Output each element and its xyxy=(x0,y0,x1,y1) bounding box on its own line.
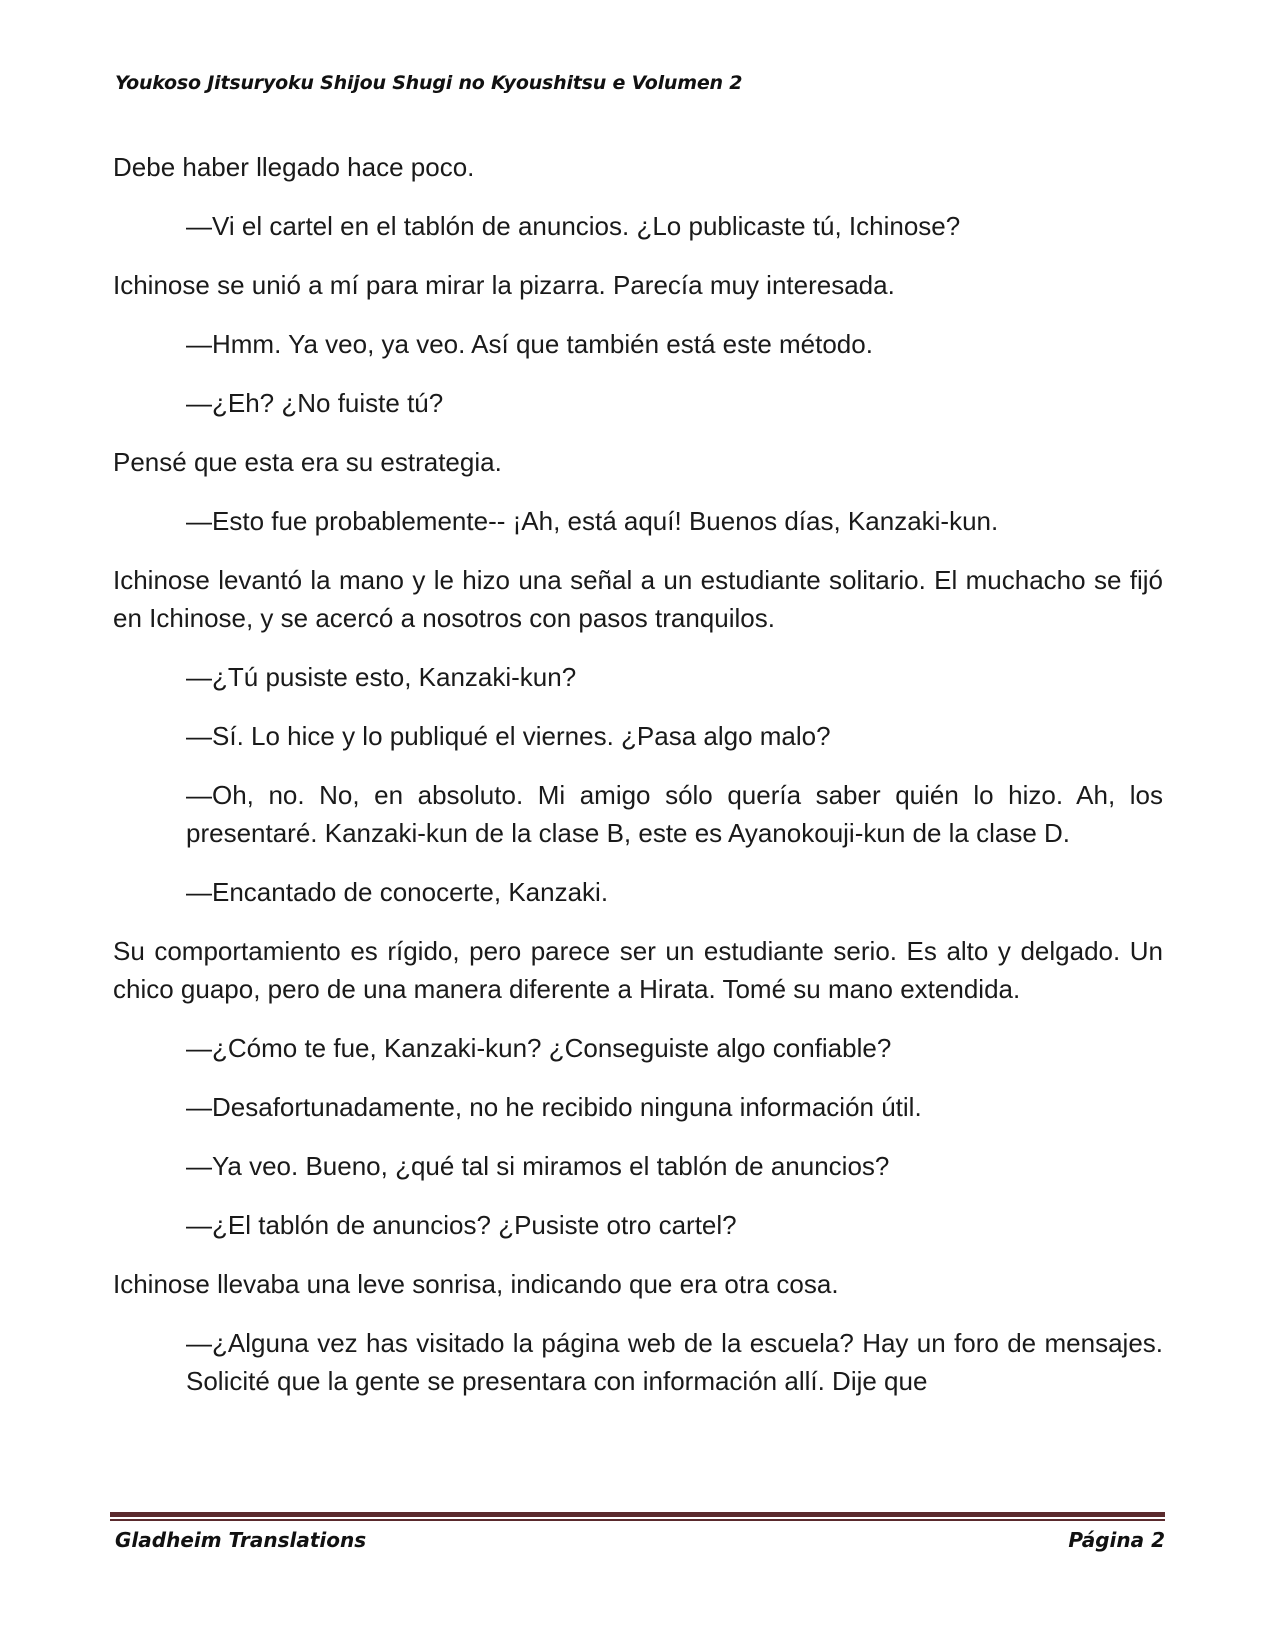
running-header: Youkoso Jitsuryoku Shijou Shugi no Kyoushitsu e Volumen 2 xyxy=(115,72,743,94)
dialogue-paragraph: —Hmm. Ya veo, ya veo. Así que también está este método. xyxy=(186,329,873,359)
paragraph: Debe haber llegado hace poco. xyxy=(113,152,475,182)
dialogue-paragraph: —Sí. Lo hice y lo publiqué el viernes. ¿Pasa algo malo? xyxy=(186,721,831,751)
page-body xyxy=(113,148,1163,1421)
paragraph: Ichinose se unió a mí para mirar la pizarra. Parecía muy interesada. xyxy=(113,270,895,300)
dialogue-paragraph: —¿Tú pusiste esto, Kanzaki-kun? xyxy=(186,662,577,692)
dialogue-paragraph: —Vi el cartel en el tablón de anuncios. ¿Lo publicaste tú, Ichinose? xyxy=(186,211,961,241)
footer-rule xyxy=(110,1512,1165,1521)
dialogue-paragraph: —¿El tablón de anuncios? ¿Pusiste otro cartel? xyxy=(186,1210,737,1240)
dialogue-paragraph: —Esto fue probablemente-- ¡Ah, está aquí! Buenos días, Kanzaki-kun. xyxy=(186,506,999,536)
paragraph: Su comportamiento es rígido, pero parece ser un estudiante serio. Es alto y delgado. Un chico guapo, pero de una manera diferente a Hirata. Tomé su mano extendida. xyxy=(113,936,1163,1004)
page-number: Página 2 xyxy=(1068,1528,1165,1552)
dialogue-paragraph: —Desafortunadamente, no he recibido ninguna información útil. xyxy=(186,1092,922,1122)
dialogue-paragraph: —¿Cómo te fue, Kanzaki-kun? ¿Conseguiste algo confiable? xyxy=(186,1033,892,1063)
dialogue-paragraph: —¿Alguna vez has visitado la página web de la escuela? Hay un foro de mensajes. Solicité que la gente se presentara con información allí. Dije que xyxy=(186,1328,1163,1396)
paragraph: Ichinose llevaba una leve sonrisa, indicando que era otra cosa. xyxy=(113,1269,839,1299)
dialogue-paragraph: —Ya veo. Bueno, ¿qué tal si miramos el tablón de anuncios? xyxy=(186,1151,890,1181)
footer-credit: Gladheim Translations xyxy=(115,1528,367,1552)
paragraph: Pensé que esta era su estrategia. xyxy=(113,447,502,477)
paragraph: Ichinose levantó la mano y le hizo una señal a un estudiante solitario. El muchacho se fijó en Ichinose, y se acercó a nosotros con pasos tranquilos. xyxy=(113,565,1163,633)
dialogue-paragraph: —Encantado de conocerte, Kanzaki. xyxy=(186,877,609,907)
dialogue-paragraph: —¿Eh? ¿No fuiste tú? xyxy=(186,388,444,418)
dialogue-paragraph: —Oh, no. No, en absoluto. Mi amigo sólo quería saber quién lo hizo. Ah, los presentaré. Kanzaki-kun de la clase B, este es Ayanokouji-kun de la clase D. xyxy=(186,780,1163,848)
